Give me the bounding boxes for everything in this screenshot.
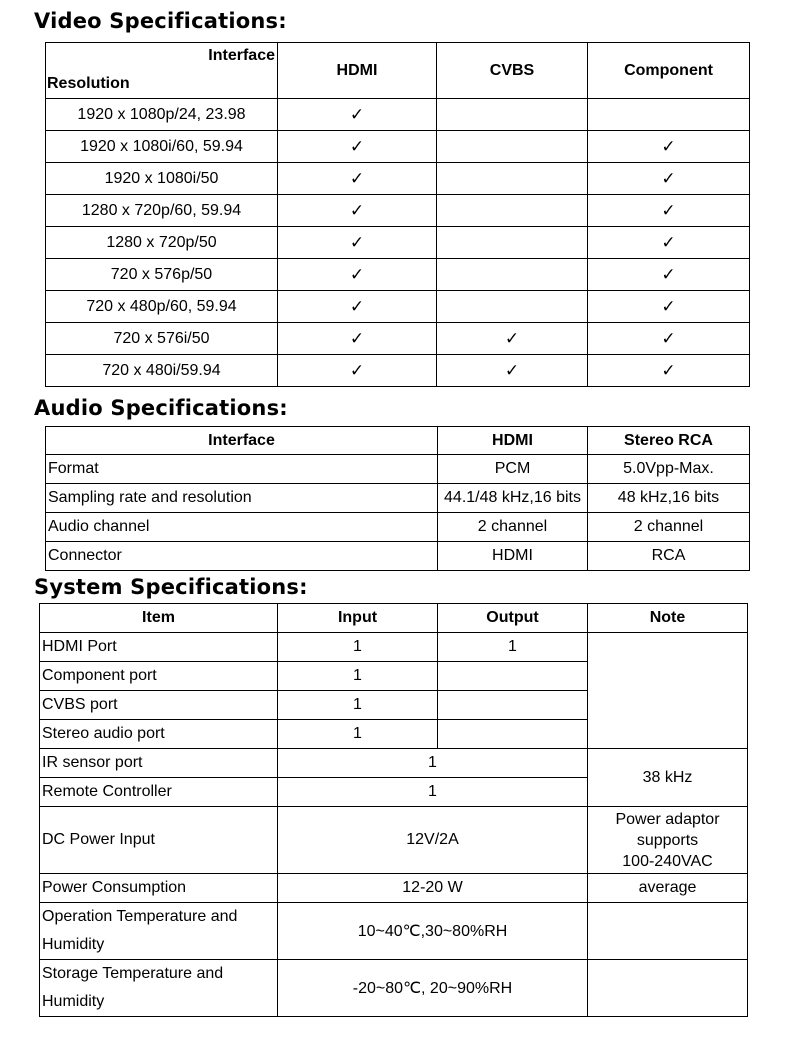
note-line: Power adaptor — [615, 810, 720, 828]
table-row — [40, 903, 748, 960]
value-cell: -20~80℃, 20~90%RH — [278, 960, 588, 1017]
cvbs-check-cell — [437, 259, 588, 291]
system-specs-table — [39, 603, 748, 1017]
table-row — [46, 323, 750, 355]
row-label: Remote Controller — [40, 778, 278, 807]
table-row — [46, 542, 750, 571]
table-row — [40, 874, 748, 903]
component-check-cell — [588, 99, 750, 131]
col-item: Item — [40, 604, 278, 633]
video-header-row — [46, 43, 750, 99]
col-note: Note — [588, 604, 748, 633]
rca-cell: RCA — [588, 542, 750, 571]
rca-cell: 48 kHz,16 bits — [588, 484, 750, 513]
value-cell: 12-20 W — [278, 874, 588, 903]
output-cell — [438, 720, 588, 749]
hdmi-check-cell: ✓ — [278, 195, 437, 227]
resolution-cell: 1920 x 1080p/24, 23.98 — [46, 99, 278, 131]
video-specs-table — [45, 42, 750, 387]
component-check-cell: ✓ — [588, 323, 750, 355]
rca-cell: 2 channel — [588, 513, 750, 542]
cvbs-check-cell — [437, 99, 588, 131]
system-specs-title: System Specifications: — [34, 575, 308, 599]
component-check-cell: ✓ — [588, 291, 750, 323]
resolution-cell: 720 x 480i/59.94 — [46, 355, 278, 387]
hdmi-check-cell: ✓ — [278, 259, 437, 291]
corner-resolution-label: Resolution — [47, 74, 130, 92]
component-check-cell: ✓ — [588, 227, 750, 259]
table-row — [46, 259, 750, 291]
output-cell — [438, 691, 588, 720]
row-label: HDMI Port — [40, 633, 278, 662]
input-cell: 1 — [278, 720, 438, 749]
input-cell: 1 — [278, 691, 438, 720]
hdmi-cell: PCM — [438, 455, 588, 484]
row-label: Connector — [46, 542, 438, 571]
component-check-cell: ✓ — [588, 355, 750, 387]
row-label: Component port — [40, 662, 278, 691]
label-line: Humidity — [42, 936, 105, 953]
table-row — [46, 99, 750, 131]
cvbs-check-cell: ✓ — [437, 323, 588, 355]
row-label: Stereo audio port — [40, 720, 278, 749]
table-row — [46, 195, 750, 227]
hdmi-check-cell: ✓ — [278, 355, 437, 387]
audio-specs-table — [45, 426, 750, 571]
table-row — [40, 960, 748, 1017]
table-row — [46, 163, 750, 195]
col-input: Input — [278, 604, 438, 633]
system-header-row — [40, 604, 748, 633]
corner-interface-label: Interface — [208, 46, 275, 64]
hdmi-cell: 44.1/48 kHz,16 bits — [438, 484, 588, 513]
col-cvbs: CVBS — [437, 43, 588, 99]
row-label: Format — [46, 455, 438, 484]
cvbs-check-cell — [437, 291, 588, 323]
row-label: Sampling rate and resolution — [46, 484, 438, 513]
interface-resolution-corner — [46, 43, 278, 99]
output-cell — [438, 662, 588, 691]
note-cell — [588, 633, 748, 749]
value-cell: 1 — [278, 749, 588, 778]
input-cell: 1 — [278, 662, 438, 691]
resolution-cell: 1920 x 1080i/60, 59.94 — [46, 131, 278, 163]
hdmi-check-cell: ✓ — [278, 163, 437, 195]
note-cell — [588, 903, 748, 960]
resolution-cell: 720 x 480p/60, 59.94 — [46, 291, 278, 323]
hdmi-cell: HDMI — [438, 542, 588, 571]
note-line: 100-240VAC — [622, 852, 713, 870]
table-row — [46, 291, 750, 323]
component-check-cell: ✓ — [588, 131, 750, 163]
col-component: Component — [588, 43, 750, 99]
component-check-cell: ✓ — [588, 163, 750, 195]
col-hdmi: HDMI — [278, 43, 437, 99]
note-cell: 38 kHz — [588, 749, 748, 807]
table-row — [46, 131, 750, 163]
audio-header-row — [46, 427, 750, 455]
resolution-cell: 1280 x 720p/50 — [46, 227, 278, 259]
resolution-cell: 1280 x 720p/60, 59.94 — [46, 195, 278, 227]
table-row — [46, 227, 750, 259]
rca-cell: 5.0Vpp-Max. — [588, 455, 750, 484]
row-label: CVBS port — [40, 691, 278, 720]
hdmi-check-cell: ✓ — [278, 131, 437, 163]
row-label: Audio channel — [46, 513, 438, 542]
value-cell: 10~40℃,30~80%RH — [278, 903, 588, 960]
hdmi-check-cell: ✓ — [278, 227, 437, 259]
row-label: DC Power Input — [40, 807, 278, 874]
table-row — [46, 484, 750, 513]
output-cell: 1 — [438, 633, 588, 662]
cvbs-check-cell — [437, 227, 588, 259]
cvbs-check-cell — [437, 131, 588, 163]
table-row — [46, 355, 750, 387]
component-check-cell: ✓ — [588, 259, 750, 291]
audio-specs-title: Audio Specifications: — [34, 396, 288, 420]
table-row — [40, 633, 748, 662]
cvbs-check-cell — [437, 163, 588, 195]
row-label: Power Consumption — [40, 874, 278, 903]
label-line: Operation Temperature and — [42, 908, 238, 925]
col-stereo-rca: Stereo RCA — [588, 427, 750, 455]
note-cell: average — [588, 874, 748, 903]
value-cell: 1 — [278, 778, 588, 807]
col-interface: Interface — [46, 427, 438, 455]
row-label: IR sensor port — [40, 749, 278, 778]
hdmi-check-cell: ✓ — [278, 323, 437, 355]
row-label — [40, 903, 278, 960]
video-specs-title: Video Specifications: — [34, 9, 287, 33]
hdmi-cell: 2 channel — [438, 513, 588, 542]
resolution-cell: 720 x 576p/50 — [46, 259, 278, 291]
resolution-cell: 720 x 576i/50 — [46, 323, 278, 355]
table-row — [46, 455, 750, 484]
component-check-cell: ✓ — [588, 195, 750, 227]
col-output: Output — [438, 604, 588, 633]
row-label — [40, 960, 278, 1017]
col-hdmi: HDMI — [438, 427, 588, 455]
hdmi-check-cell: ✓ — [278, 291, 437, 323]
table-row — [40, 749, 748, 778]
label-line: Storage Temperature and — [42, 965, 224, 982]
table-row — [46, 513, 750, 542]
cvbs-check-cell — [437, 195, 588, 227]
cvbs-check-cell: ✓ — [437, 355, 588, 387]
note-line: supports — [636, 831, 699, 849]
note-cell — [588, 960, 748, 1017]
hdmi-check-cell: ✓ — [278, 99, 437, 131]
value-cell: 12V/2A — [278, 807, 588, 874]
input-cell: 1 — [278, 633, 438, 662]
resolution-cell: 1920 x 1080i/50 — [46, 163, 278, 195]
label-line: Humidity — [42, 993, 105, 1010]
note-cell — [588, 807, 748, 874]
table-row — [40, 807, 748, 874]
